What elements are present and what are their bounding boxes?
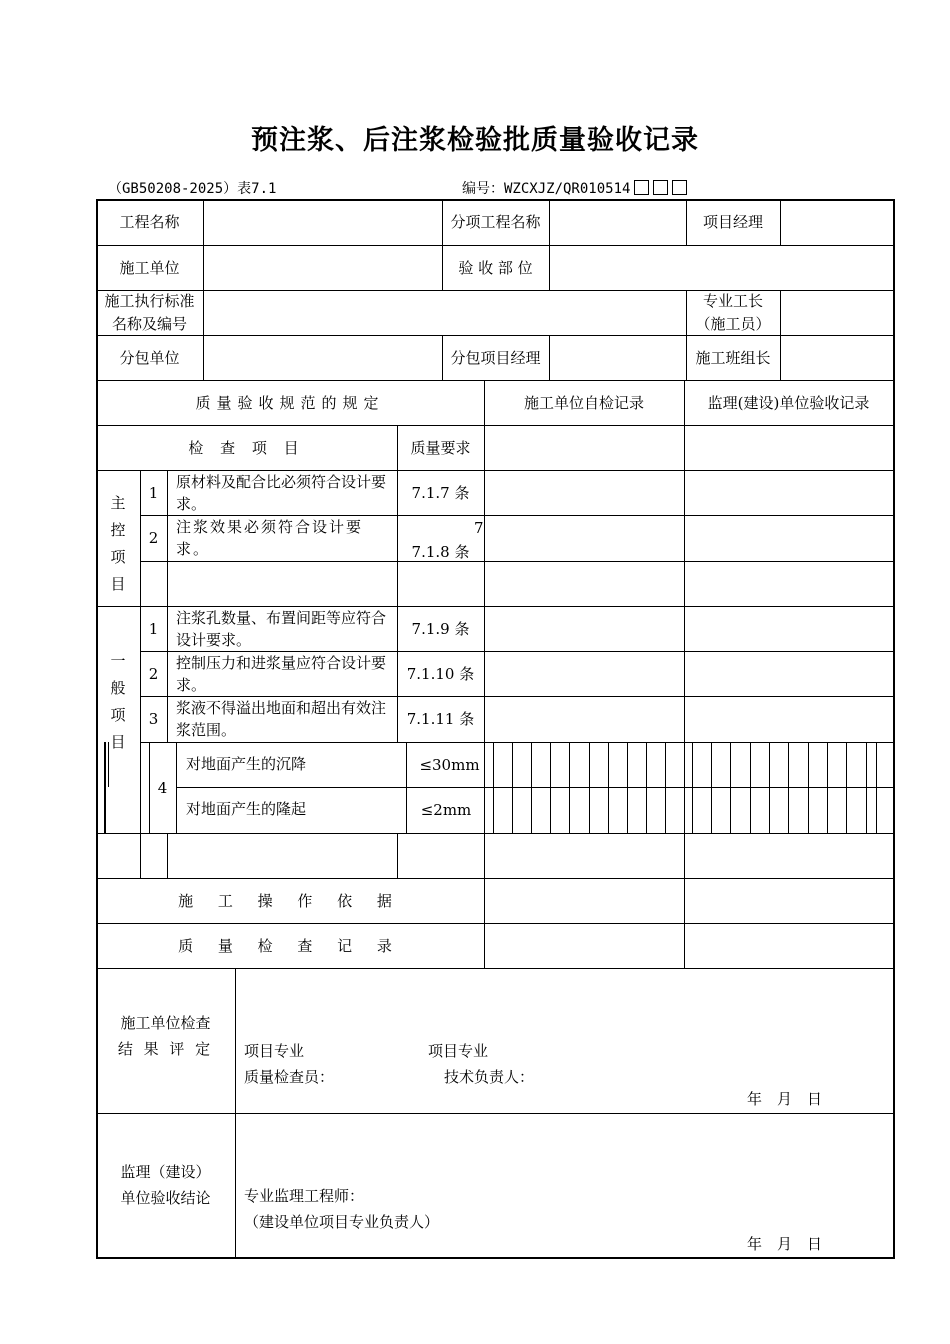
main-label-char: 目 [110,575,126,593]
subcontractor-field[interactable] [203,335,442,380]
subcontractor-label: 分包单位 [119,348,180,367]
form-code-label: 编号：WZCXJZ/QR010514 [462,181,631,197]
general-item-req: 7.1.9 条 [411,619,470,638]
grid-cell-line [608,742,609,833]
main-item-text: 注浆效果必须符合设计要求。 [176,518,364,558]
provisions-header: 质量验收规范的规定 [195,393,385,412]
contractor-eval-label [96,1006,235,1066]
general-item-text: 控制压力和进浆量应符合设计要求。 [176,654,387,694]
owner-line: （建设单位项目专业负责人） [244,1213,440,1231]
grid-cell-line [711,742,712,833]
team-leader-label: 施工班组长 [695,348,771,367]
general-item-no: 2 [148,664,159,683]
general-item-text: 注浆孔数量、布置间距等应符合设计要求。 [176,609,387,649]
quality-inspector-signature[interactable] [244,1038,334,1090]
main-items-label [108,490,128,598]
main-item-req: 7.1.8 条 [411,543,470,561]
supervisor-signature[interactable] [244,1183,439,1235]
heave-req: ≤2mm [420,801,472,819]
acceptance-part-field[interactable] [549,245,893,290]
supervisor-date[interactable]: 年 月 日 [747,1235,823,1253]
main-item-no: 2 [148,529,159,547]
general-item-no: 3 [148,710,159,728]
grid-cell-line [876,742,877,833]
general-items-label [108,648,128,756]
general-label-char: 目 [110,733,126,751]
standard-name-label [96,290,203,335]
tech-line-2: 技术负责人： [444,1068,535,1086]
grid-cell-line [827,742,828,833]
grid-cell-line [493,742,494,833]
grid-cell-line [589,742,590,833]
grid-cell-line [769,742,770,833]
grid-cell-line [808,742,809,833]
code-box-2[interactable] [653,180,668,195]
team-leader-field[interactable] [780,335,893,380]
sub-manager-label: 分包项目经理 [450,348,541,367]
main-item-req: 7.1.7 条 [411,483,470,502]
grid-cell-line [866,742,867,833]
inspector-line-1: 项目专业 [244,1042,305,1060]
tech-line-1: 项目专业 [428,1042,489,1060]
project-name-label: 工程名称 [119,213,180,231]
settle-text: 对地面产生的沉降 [186,755,307,773]
main-label-char: 项 [110,548,126,566]
general-item-no: 1 [148,619,159,638]
sub-project-name-label: 分项工程名称 [450,213,541,231]
supervisor-eval-label [96,1155,235,1215]
supervisor-eval-line-1: 监理（建设） [120,1163,211,1181]
heave-text: 对地面产生的隆起 [186,800,307,818]
engineer-line: 专业监理工程师： [244,1187,365,1205]
form-code [462,178,687,198]
main-item-text: 原材料及配合比必须符合设计要求。 [176,473,387,513]
general-item-req: 7.1.11 条 [406,710,475,728]
standard-ref: （GB50208-2025）表7.1 [108,181,277,197]
page-title: 预注浆、后注浆检验批质量验收记录 [251,125,699,156]
foreman-line-2: （施工员） [695,314,771,333]
construction-unit-label: 施工单位 [119,258,180,277]
grid-cell-line [730,742,731,833]
project-manager-label: 项目经理 [702,213,763,231]
grid-cell-line [750,742,751,833]
grid-cell-line [665,742,666,833]
foreman-label [686,290,780,335]
general-label-char: 般 [110,679,126,697]
contractor-eval-line-2: 结 果 评 定 [117,1040,214,1058]
contractor-eval-line-1: 施工单位检查 [120,1014,211,1032]
grid-cell-line [646,742,647,833]
foreman-line-1: 专业工长 [702,291,763,310]
grid-cell-line [692,742,693,833]
grid-cell-line [627,742,628,833]
basis-label: 施 工 操 作 依 据 [178,891,402,910]
grid-cell-line [846,742,847,833]
main-label-char: 主 [110,494,126,512]
code-box-3[interactable] [672,180,687,195]
general-label-char: 项 [110,706,126,724]
project-name-field[interactable] [203,199,442,245]
grid-cell-line [550,742,551,833]
standard-name-field[interactable] [203,290,686,335]
standard-name-line-1: 施工执行标准 [104,291,195,310]
inspector-line-2: 质量检查员： [244,1068,335,1086]
stray-char: 7 [474,519,484,537]
quality-req-header: 质量要求 [410,438,471,457]
main-item-no: 1 [148,483,159,502]
grid-cell-line [569,742,570,833]
general-item-req: 7.1.10 条 [406,664,475,683]
settle-req: ≤30mm [419,755,480,774]
supervision-record-header: 监理(建设)单位验收记录 [707,393,870,412]
foreman-field[interactable] [780,290,893,335]
project-manager-field[interactable] [780,199,893,245]
supervisor-eval-line-2: 单位验收结论 [120,1189,211,1207]
general-label-char: 一 [110,652,126,670]
construction-unit-field[interactable] [203,245,442,290]
sub-project-name-field[interactable] [549,199,686,245]
acceptance-part-label: 验 收 部 位 [458,258,533,277]
grid-cell-line [788,742,789,833]
standard-name-line-2: 名称及编号 [111,314,187,333]
code-box-1[interactable] [634,180,649,195]
grid-cell-line [512,742,513,833]
contractor-date[interactable]: 年 月 日 [747,1090,823,1108]
tech-lead-signature[interactable] [428,1038,534,1090]
grid-cell-line [531,742,532,833]
general-item-no: 4 [157,778,168,797]
general-item-text: 浆液不得溢出地面和超出有效注浆范围。 [176,699,387,739]
sub-manager-field[interactable] [549,335,686,380]
main-label-char: 控 [110,521,126,539]
self-check-header: 施工单位自检记录 [523,393,644,412]
inspection-record-label: 质 量 检 查 记 录 [178,936,402,955]
check-item-header: 检 查 项 目 [188,438,305,457]
